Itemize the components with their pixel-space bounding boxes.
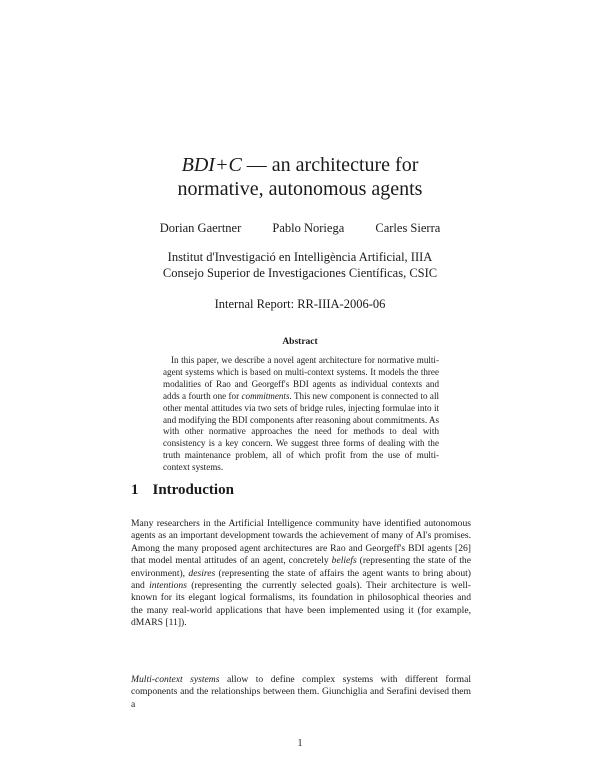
author-3: Carles Sierra bbox=[375, 221, 441, 235]
title-italic: BDI+C bbox=[181, 154, 242, 176]
affiliation-line-1: Institut d'Investigació en Intelligència Artificial, IIIA bbox=[167, 250, 433, 264]
para1-intentions: intentions bbox=[149, 580, 187, 592]
abstract-emphasis: commitments bbox=[241, 390, 290, 401]
para1-d: (representing the currently selected goals). Their architecture is well-known for its elegant logical formalisms, its foundation in philosophical theories and the many real-world applications that have been implemented using it (for example, dMARS [11]). bbox=[131, 580, 471, 629]
page-number: 1 bbox=[297, 738, 303, 749]
paper-title-line-2: normative, autonomous agents bbox=[177, 178, 423, 200]
section-number: 1 bbox=[131, 482, 139, 498]
report-number: Internal Report: RR-IIIA-2006-06 bbox=[214, 297, 386, 311]
affiliation-line-2: Consejo Superior de Investigaciones Científicas, CSIC bbox=[162, 266, 438, 280]
paragraph-2 bbox=[131, 674, 471, 711]
abstract-heading: Abstract bbox=[282, 337, 318, 347]
para2-emphasis: Multi-context systems bbox=[131, 674, 220, 685]
para1-c: (representing the state of affairs the agent wants to bring about) and bbox=[131, 567, 472, 592]
section-heading bbox=[131, 482, 234, 499]
para1-desires: desires bbox=[188, 567, 216, 579]
title-rest: — an architecture for bbox=[241, 154, 419, 176]
abstract-text bbox=[163, 355, 439, 474]
section-title: Introduction bbox=[152, 482, 234, 498]
abstract-part-1: In this paper, we describe a novel agent architecture for normative multi-agent systems which is based on multi-context systems. It models the three modalities of Rao and Georgeff's BDI agents as individual contexts and adds a fourth one for bbox=[163, 355, 439, 401]
author-2: Pablo Noriega bbox=[272, 221, 345, 235]
paper-title-line-1 bbox=[0, 153, 600, 177]
para2-rest: allow to define complex systems with different formal components and the relationships between them. Giunchiglia and Serafini devised them a bbox=[131, 674, 471, 710]
para1-a: Many researchers in the Artificial Intelligence community have identified autonomous agents as an important development towards the achievement of many of AI's promises. Among the many proposed agent architectures are Rao and Georgeff's BDI agents [26] that model mental attitudes of an agent, concretely bbox=[131, 518, 471, 567]
paragraph-1 bbox=[131, 518, 471, 630]
abstract-part-2: . This new component is connected to all other mental attitudes via two sets of bridge rules, injecting formulae into it and modifying the BDI components after reasoning about commitments. As with other normative approaches the need for methods to deal with consistency is a key concern. We suggest three forms of dealing with the truth maintenance problem, all of which profit from the use of multi-context systems. bbox=[163, 390, 439, 473]
authors bbox=[0, 221, 600, 236]
para1-beliefs: beliefs bbox=[331, 555, 357, 567]
para1-b: (representing the state of the environment), bbox=[131, 555, 471, 579]
author-1: Dorian Gaertner bbox=[159, 221, 242, 235]
